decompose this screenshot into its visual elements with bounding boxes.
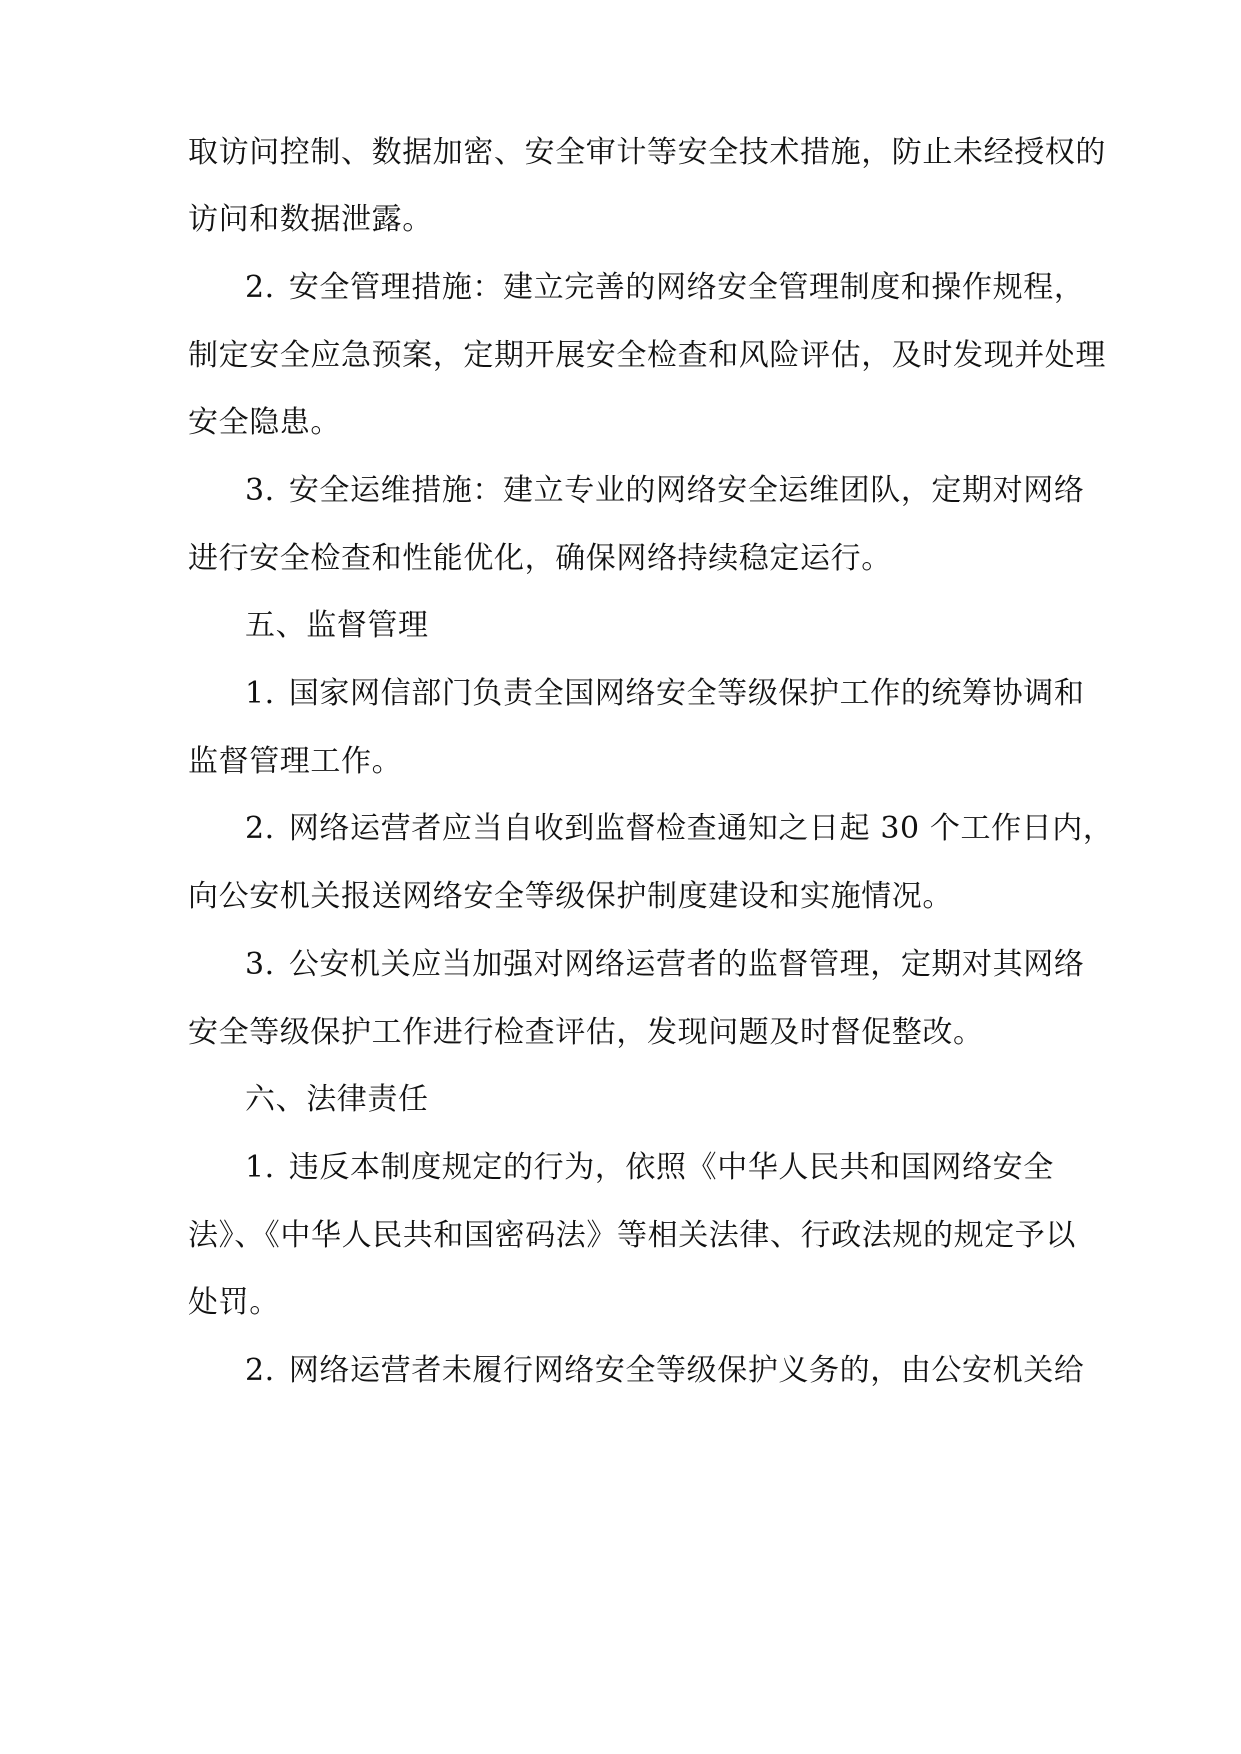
section-heading: 五、监督管理	[245, 608, 429, 643]
list-item-line: 3. 安全运维措施：建立专业的网络安全运维团队，定期对网络	[245, 471, 1125, 511]
list-item-line: 1. 国家网信部门负责全国网络安全等级保护工作的统筹协调和	[245, 674, 1125, 714]
list-item-line: 1. 违反本制度规定的行为，依照《中华人民共和国网络安全	[245, 1148, 1125, 1188]
paragraph-line: 访问和数据泄露。	[188, 202, 433, 237]
list-number: 3.	[245, 947, 275, 982]
section-heading: 六、法律责任	[245, 1082, 429, 1117]
list-number: 3.	[245, 473, 275, 508]
paragraph-line: 向公安机关报送网络安全等级保护制度建设和实施情况。	[188, 879, 953, 914]
paragraph-line: 进行安全检查和性能优化，确保网络持续稳定运行。	[188, 541, 892, 576]
paragraph-line: 处罚。	[188, 1285, 280, 1320]
paragraph-line: 取访问控制、数据加密、安全审计等安全技术措施，防止未经授权的	[188, 135, 1106, 170]
paragraph-line: 安全隐患。	[188, 405, 341, 440]
list-number: 1.	[245, 1150, 275, 1185]
paragraph-line: 制定安全应急预案，定期开展安全检查和风险评估，及时发现并处理	[188, 338, 1106, 373]
list-item-line: 3. 公安机关应当加强对网络运营者的监督管理，定期对其网络	[245, 945, 1125, 985]
list-item-line: 2. 网络运营者应当自收到监督检查通知之日起 30 个工作日内，	[245, 809, 1125, 849]
paragraph-line: 法》、《中华人民共和国密码法》等相关法律、行政法规的规定予以	[188, 1218, 1076, 1253]
list-number: 2.	[245, 270, 275, 305]
list-item-line: 2. 安全管理措施：建立完善的网络安全管理制度和操作规程，	[245, 268, 1125, 308]
list-number: 2.	[245, 1353, 275, 1388]
paragraph-line: 监督管理工作。	[188, 744, 403, 779]
paragraph-line: 安全等级保护工作进行检查评估，发现问题及时督促整改。	[188, 1015, 984, 1050]
list-number: 2.	[245, 811, 275, 846]
list-item-line: 2. 网络运营者未履行网络安全等级保护义务的，由公安机关给	[245, 1351, 1125, 1391]
list-number: 1.	[245, 676, 275, 711]
